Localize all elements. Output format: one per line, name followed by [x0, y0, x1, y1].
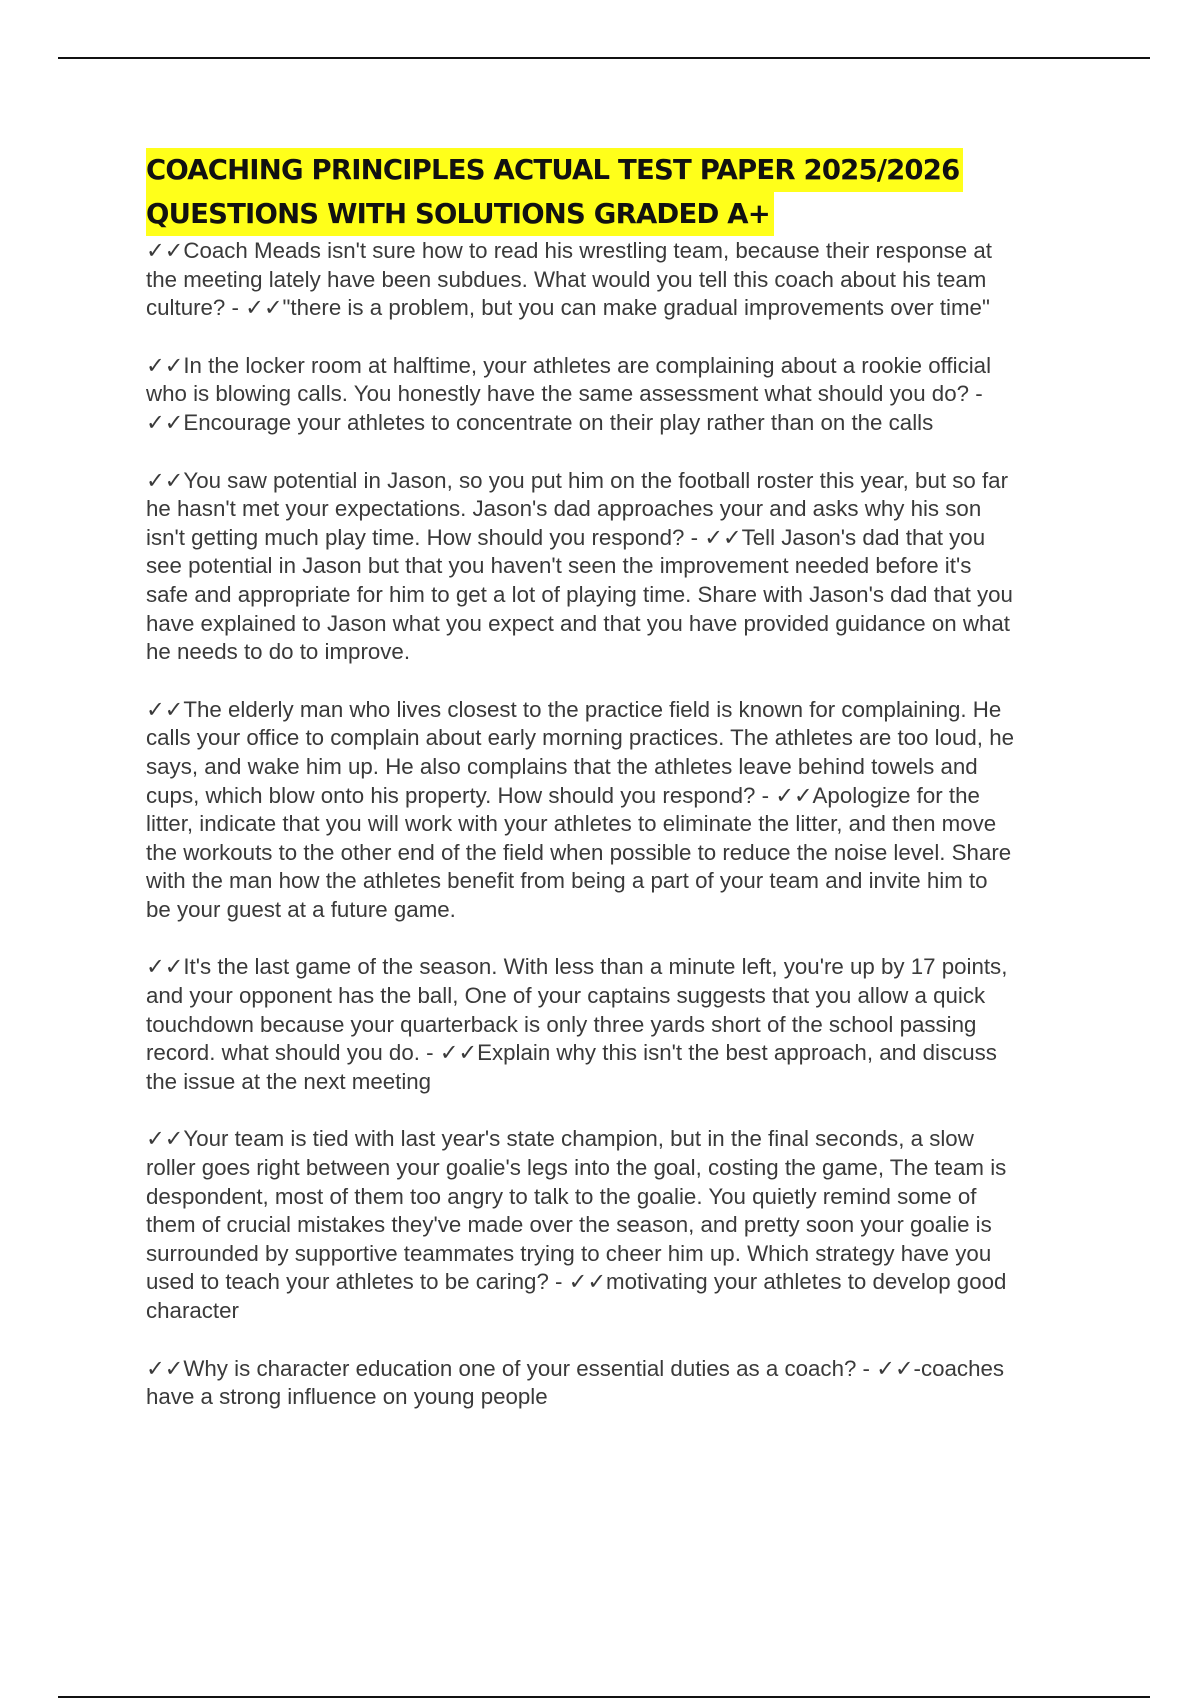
bottom-divider [58, 1696, 1150, 1698]
text-line: who is blowing calls. You honestly have the same assessment what should you do? - [146, 381, 983, 407]
text-line: isn't getting much play time. How should you respond? - ✓✓Tell Jason's dad that you [146, 524, 986, 550]
text-line: ✓✓It's the last game of the season. With less than a minute left, you're up by 17 points, [146, 954, 1008, 980]
qa-paragraph [146, 1125, 1146, 1325]
text-line: cups, which blow onto his property. How should you respond? - ✓✓Apologize for the [146, 782, 980, 808]
text-line: culture? - ✓✓"there is a problem, but you can make gradual improvements over time" [146, 295, 990, 321]
text-line: ✓✓The elderly man who lives closest to the practice field is known for complaining. He [146, 696, 1002, 722]
text-line: be your guest at a future game. [146, 896, 456, 922]
text-line: ✓✓In the locker room at halftime, your athletes are complaining about a rookie official [146, 352, 992, 378]
text-line: record. what should you do. - ✓✓Explain why this isn't the best approach, and discuss [146, 1040, 997, 1066]
text-line: he hasn't met your expectations. Jason's dad approaches your and asks why his son [146, 496, 982, 522]
text-line: character [146, 1298, 239, 1323]
top-divider [58, 57, 1150, 59]
text-line: ✓✓Your team is tied with last year's state champion, but in the final seconds, a slow [146, 1126, 974, 1152]
text-line: roller goes right between your goalie's legs into the goal, costing the game, The team is [146, 1155, 1007, 1181]
text-line: the meeting lately have been subdues. What would you tell this coach about his team [146, 266, 987, 292]
text-line: the workouts to the other end of the field when possible to reduce the noise level. Share [146, 839, 1012, 865]
text-line: ✓✓Coach Meads isn't sure how to read his wrestling team, because their response at [146, 238, 992, 263]
qa-paragraph [146, 953, 1146, 1096]
text-line: despondent, most of them too angry to talk to the goalie. You quietly remind some of [146, 1183, 977, 1209]
text-line: the issue at the next meeting [146, 1068, 432, 1094]
qa-paragraph [146, 1355, 1146, 1412]
text-line: litter, indicate that you will work with your athletes to eliminate the litter, and then move [146, 811, 997, 837]
text-line: safe and appropriate for him to get a lot of playing time. Share with Jason's dad that you [146, 581, 1013, 607]
text-line: says, and wake him up. He also complains that the athletes leave behind towels and [146, 753, 978, 779]
document-title [146, 148, 963, 236]
text-line: have a strong influence on young people [146, 1384, 548, 1410]
text-line: with the man how the athletes benefit from being a part of your team and invite him to [146, 868, 988, 894]
text-line: used to teach your athletes to be caring? - ✓✓motivating your athletes to develop good [146, 1269, 1007, 1295]
document-body [146, 237, 1146, 1441]
text-line: he needs to do to improve. [146, 639, 411, 665]
title-line: COACHING PRINCIPLES ACTUAL TEST PAPER 2025/2026 [146, 148, 963, 192]
text-line: and your opponent has the ball, One of your captains suggests that you allow a quick [146, 983, 986, 1009]
qa-paragraph [146, 237, 1146, 323]
text-line: ✓✓You saw potential in Jason, so you put him on the football roster this year, but so far [146, 467, 1009, 493]
qa-paragraph [146, 467, 1146, 667]
text-line: ✓✓Encourage your athletes to concentrate on their play rather than on the calls [146, 409, 934, 435]
text-line: touchdown because your quarterback is only three yards short of the school passing [146, 1011, 977, 1037]
qa-paragraph [146, 352, 1146, 438]
text-line: see potential in Jason but that you haven't seen the improvement needed before it's [146, 553, 972, 579]
text-line: ✓✓Why is character education one of your essential duties as a coach? - ✓✓-coaches [146, 1355, 1005, 1381]
qa-paragraph [146, 696, 1146, 925]
title-line: QUESTIONS WITH SOLUTIONS GRADED A+ [146, 192, 774, 236]
text-line: surrounded by supportive teammates trying to cheer him up. Which strategy have you [146, 1240, 992, 1266]
text-line: calls your office to complain about early morning practices. The athletes are too loud, he [146, 725, 1014, 751]
text-line: have explained to Jason what you expect and that you have provided guidance on what [146, 610, 1010, 636]
text-line: them of crucial mistakes they've made over the season, and pretty soon your goalie is [146, 1212, 992, 1238]
